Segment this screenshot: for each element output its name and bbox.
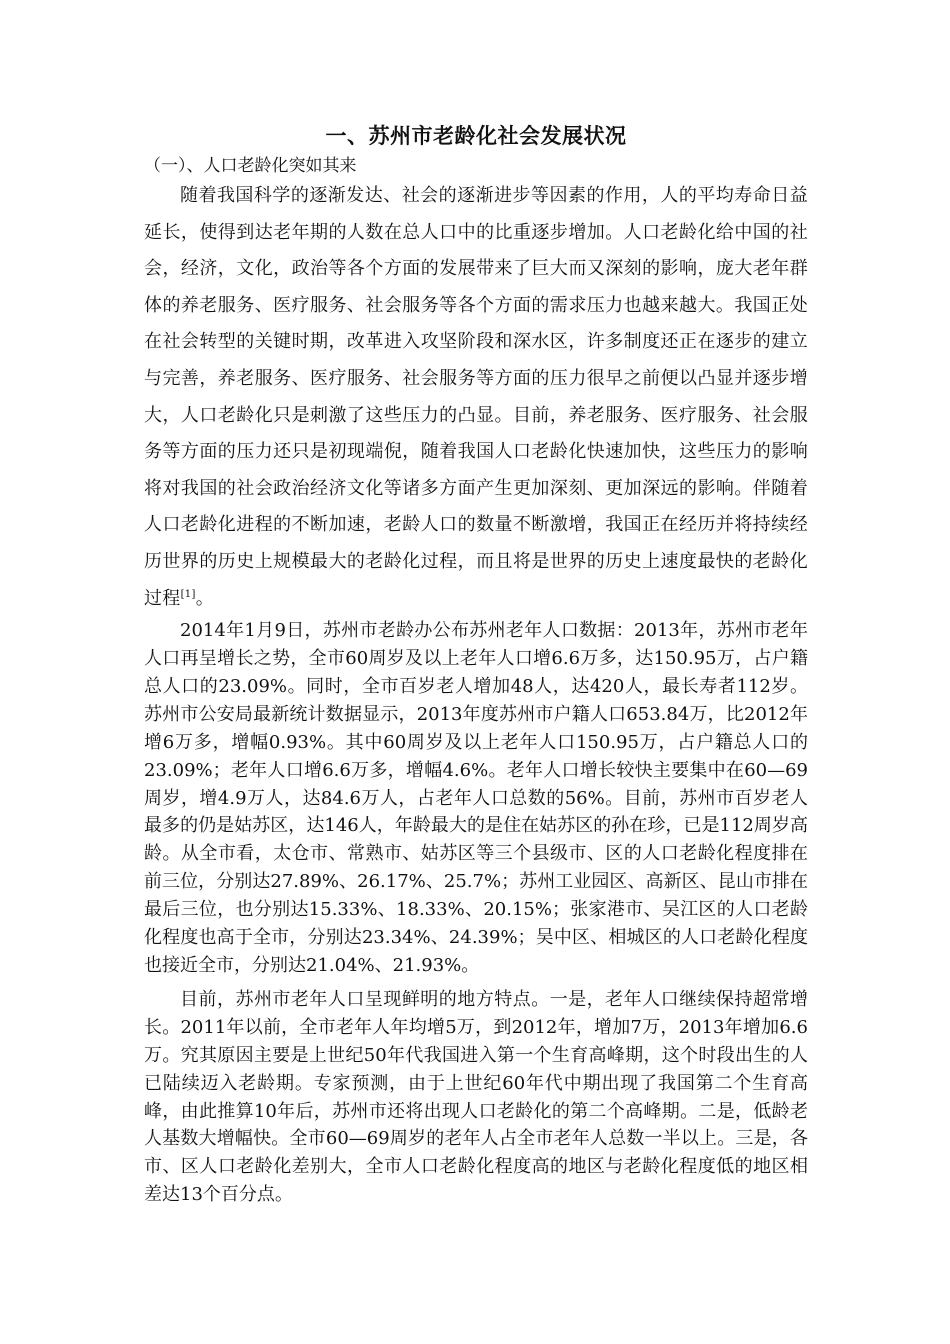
document-page <box>144 118 808 1209</box>
paragraph-characteristics: 目前，苏州市老年人口呈现鲜明的地方特点。一是，老年人口继续保持超常增长。2011年以前，全市老年人年均增5万，到2012年，增加7万，2013年增加6.6万。究其原因主要是上世纪50年代我国进入第一个生育高峰期，这个时段出生的人已陆续迈入老龄期。专家预测，由于上世纪60年代中期出现了我国第二个生育高峰，由此推算10年后，苏州市还将出现人口老龄化的第二个高峰期。二是，低龄老人基数大增幅快。全市60—69周岁的老年人占全市老年人总数一半以上。三是，各市、区人口老龄化差别大，全市人口老龄化程度高的地区与老龄化程度低的地区相差达13个百分点。 <box>144 988 808 1206</box>
paragraph-statistics: 2014年1月9日，苏州市老龄办公布苏州老年人口数据：2013年，苏州市老年人口再呈增长之势，全市60周岁及以上老年人口增6.6万多，达150.95万，占户籍总人口的23.09%。同时，全市百岁老人增加48人，达420人，最长寿者112岁。 苏州市公安局最新统计数据显示，2013年度苏州市户籍人口653.84万，比2012年增6万多，增幅0.93%。其中60周岁及以上老年人口150.95万，占户籍总人口的23.09%；老年人口增6.6万多，增幅4.6%。老年人口增长较快主要集中在60—69周岁，增4.9万人，达84.6万人，占老年人口总数的56%。目前，苏州市百岁老人最多的仍是姑苏区，达146人，年龄最大的是住在姑苏区的孙在珍，已是112周岁高龄。从全市看，太仓市、常熟市、姑苏区等三个县级市、区的人口老龄化程度排在前三位，分别达27.89%、26.17%、25.7%；苏州工业园区、高新区、昆山市排在最后三位，也分别达15.33%、18.33%、20.15%；张家港市、吴江区的人口老龄化程度也高于全市，分别达23.34%、24.39%；吴中区、相城区的人口老龄化程度也接近全市，分别达21.04%、21.93%。 <box>144 620 808 976</box>
paragraph-intro-text: 随着我国科学的逐渐发达、社会的逐渐进步等因素的作用，人的平均寿命日益延长，使得到达老年期的人数在总人口中的比重逐步增加。人口老龄化给中国的社会，经济，文化，政治等各个方面的发展带来了巨大而又深刻的影响，庞大老年群体的养老服务、医疗服务、社会服务等各个方面的需求压力也越来越大。我国正处在社会转型的关键时期，改革进入攻坚阶段和深水区，许多制度还正在逐步的建立与完善，养老服务、医疗服务、社会服务等方面的压力很早之前便以凸显并逐步增大，人口老龄化只是刺激了这些压力的凸显。目前，养老服务、医疗服务、社会服务等方面的压力还只是初现端倪，随着我国人口老龄化快速加快，这些压力的影响将对我国的社会政治经济文化等诸多方面产生更加深刻、更加深远的影响。伴随着人口老龄化进程的不断加速，老龄人口的数量不断激增，我国正在经历并将持续经历世界的历史上规模最大的老龄化过程，而且将是世界的历史上速度最快的老龄化过程 <box>144 185 808 609</box>
page-title: 一、苏州市老龄化社会发展状况 <box>325 124 627 148</box>
paragraph-intro-end: 。 <box>195 587 214 609</box>
section-subheading: （一）、人口老龄化突如其来 <box>144 156 357 176</box>
citation-ref[interactable]: [1] <box>180 588 196 600</box>
paragraph-intro <box>144 178 808 617</box>
